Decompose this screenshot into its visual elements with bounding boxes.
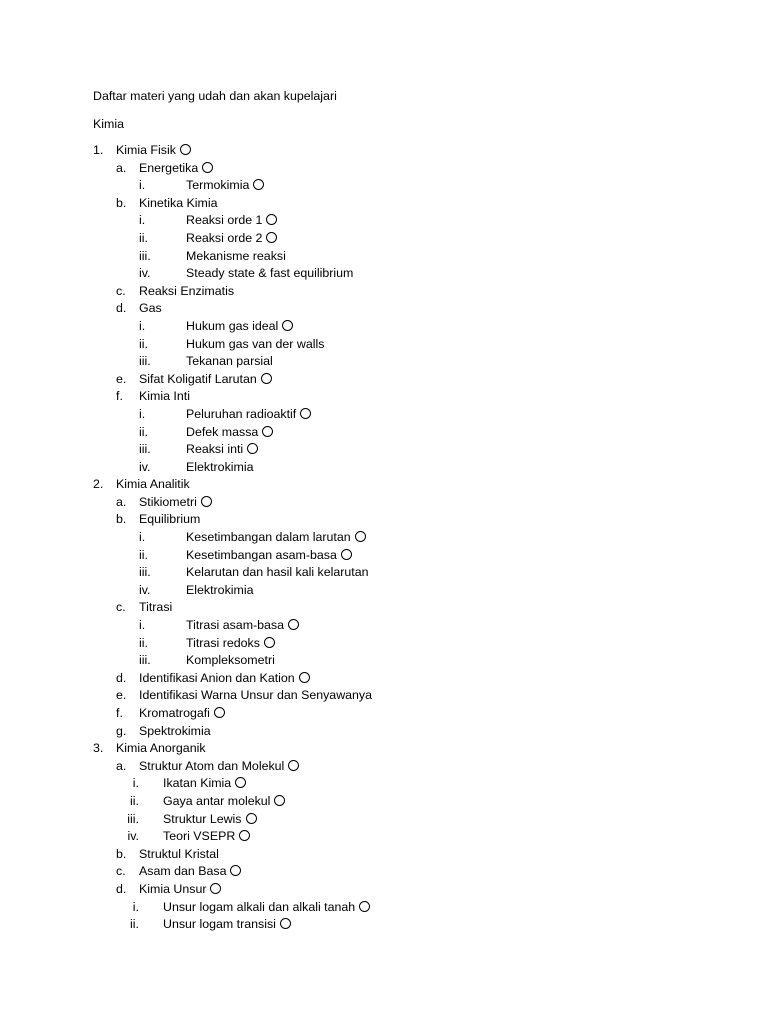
outline-item: [0, 476, 768, 494]
list-marker: 1.: [93, 143, 104, 157]
outline-item-label: Kimia Anorganik: [116, 741, 206, 756]
outline-item-wrap: [163, 828, 250, 846]
list-marker: f.: [116, 706, 123, 720]
outline-item-wrap: [116, 142, 191, 160]
outline-item-label: Kimia Inti: [139, 389, 190, 404]
circle-icon: [266, 232, 277, 243]
outline-item-wrap: [163, 775, 246, 793]
circle-icon: [274, 795, 285, 806]
list-marker: e.: [116, 371, 127, 386]
outline-item-wrap: [116, 476, 190, 494]
list-marker: a.: [116, 494, 127, 509]
outline-item: [0, 758, 768, 776]
outline-item-wrap: [139, 599, 172, 617]
outline-item-wrap: [186, 459, 253, 477]
outline-item: [0, 740, 768, 758]
list-marker: i.: [139, 178, 146, 193]
circle-icon: [230, 865, 241, 876]
outline-item-wrap: [139, 160, 213, 178]
list-marker: g.: [116, 723, 127, 738]
outline-item-wrap: [186, 177, 264, 195]
outline-item: [0, 441, 768, 459]
outline-item-wrap: [139, 758, 299, 776]
outline-item-wrap: [186, 353, 273, 371]
list-marker: iv.: [139, 582, 151, 597]
outline-item: [0, 635, 768, 653]
list-marker: 2.: [93, 477, 104, 492]
outline-item-label: Spektrokimia: [139, 723, 211, 738]
list-marker: iv.: [139, 459, 151, 474]
list-marker: b.: [116, 846, 127, 861]
subject-heading: Kimia: [93, 117, 124, 131]
outline-item: [0, 300, 768, 318]
circle-icon: [355, 531, 366, 542]
outline-item-label: Kimia Analitik: [116, 477, 190, 492]
outline-item-label: Energetika: [139, 160, 199, 175]
outline-item-wrap: [186, 318, 293, 336]
circle-icon: [235, 777, 246, 788]
outline-item: [0, 775, 768, 793]
outline-item-label: Struktul Kristal: [139, 846, 219, 861]
outline-item-wrap: [139, 195, 218, 213]
outline-item: [0, 793, 768, 811]
list-marker: iv.: [127, 829, 139, 844]
list-marker: i.: [139, 318, 146, 333]
list-marker: i.: [132, 899, 139, 914]
outline-item-wrap: [139, 670, 310, 688]
outline-item-wrap: [139, 723, 211, 741]
outline-item-wrap: [186, 652, 275, 670]
list-marker: i.: [132, 776, 139, 791]
list-marker: ii.: [130, 917, 139, 932]
outline-item-label: Titrasi asam-basa: [186, 618, 285, 633]
outline-item: [0, 670, 768, 688]
outline-item-label: Ikatan Kimia: [163, 776, 232, 791]
list-marker: iii.: [139, 565, 151, 580]
outline-item: [0, 617, 768, 635]
outline-item: [0, 811, 768, 829]
outline-item-label: Defek massa: [186, 424, 259, 439]
outline-item-label: Hukum gas van der walls: [186, 336, 325, 351]
outline-item-label: Stikiometri: [139, 494, 197, 509]
outline-item-wrap: [186, 635, 275, 653]
outline-item-wrap: [139, 283, 234, 301]
outline-item: [0, 863, 768, 881]
circle-icon: [214, 707, 225, 718]
list-marker: d.: [116, 670, 127, 685]
outline-item: [0, 353, 768, 371]
list-marker: i.: [139, 618, 146, 633]
outline-item: [0, 424, 768, 442]
outline-item: [0, 599, 768, 617]
outline-item-label: Hukum gas ideal: [186, 318, 279, 333]
circle-icon: [239, 830, 250, 841]
outline-item-label: Kompleksometri: [186, 653, 275, 668]
list-marker: ii.: [139, 336, 148, 351]
outline-item-wrap: [186, 336, 324, 354]
outline-item-wrap: [186, 582, 253, 600]
outline-item-wrap: [186, 248, 286, 266]
outline-item-wrap: [139, 687, 372, 705]
outline-item-label: Kesetimbangan asam-basa: [186, 547, 337, 562]
outline-item-wrap: [186, 230, 277, 248]
outline-item-label: Elektrokimia: [186, 459, 254, 474]
outline-item: [0, 652, 768, 670]
outline-item: [0, 459, 768, 477]
list-marker: d.: [116, 301, 127, 316]
list-marker: f.: [116, 389, 123, 404]
outline-item: [0, 547, 768, 565]
list-marker: iii.: [139, 248, 151, 263]
outline-item-label: Tekanan parsial: [186, 354, 273, 369]
circle-icon: [288, 760, 299, 771]
outline-item-label: Reaksi Enzimatis: [139, 283, 235, 298]
outline-item-wrap: [139, 371, 272, 389]
outline-item-label: Struktur Atom dan Molekul: [139, 758, 285, 773]
outline-item-label: Reaksi inti: [186, 442, 244, 457]
list-marker: iii.: [139, 442, 151, 457]
list-marker: i.: [139, 213, 146, 228]
outline-item-label: Kromatrogafi: [139, 706, 210, 720]
list-marker: iii.: [127, 811, 139, 826]
document-title: Daftar materi yang udah dan akan kupelajari: [93, 89, 337, 103]
circle-icon: [280, 918, 291, 929]
list-marker: ii.: [139, 547, 148, 562]
circle-icon: [341, 549, 352, 560]
outline-item-label: Equilibrium: [139, 512, 201, 527]
circle-icon: [264, 637, 275, 648]
outline-item-wrap: [163, 811, 257, 829]
outline-item-label: Gas: [139, 301, 162, 316]
outline-item: [0, 142, 768, 160]
circle-icon: [300, 408, 311, 419]
outline-item: [0, 899, 768, 917]
outline-item: [0, 511, 768, 529]
outline-item-wrap: [163, 793, 285, 811]
outline-item-wrap: [186, 564, 369, 582]
circle-icon: [359, 901, 370, 912]
circle-icon: [266, 214, 277, 225]
list-marker: e.: [116, 688, 127, 703]
outline-item: [0, 318, 768, 336]
outline-item: [0, 212, 768, 230]
circle-icon: [282, 320, 293, 331]
outline-item: [0, 371, 768, 389]
outline-item-wrap: [139, 846, 219, 864]
outline-item: [0, 529, 768, 547]
circle-icon: [210, 883, 221, 894]
outline-item-label: Teori VSEPR: [163, 829, 236, 844]
outline-item-label: Struktur Lewis: [163, 811, 242, 826]
outline-item-wrap: [186, 617, 299, 635]
outline-item-wrap: [139, 494, 212, 512]
outline-item-label: Unsur logam alkali dan alkali tanah: [163, 899, 356, 914]
outline-item: [0, 336, 768, 354]
outline-item-label: Reaksi orde 1: [186, 213, 263, 228]
outline-item-wrap: [139, 863, 241, 881]
list-marker: c.: [116, 864, 126, 879]
list-marker: d.: [116, 881, 127, 896]
list-marker: ii.: [130, 793, 139, 808]
outline-item-wrap: [116, 740, 206, 758]
list-marker: iii.: [139, 354, 151, 369]
outline-item-wrap: [186, 529, 366, 547]
outline-item: [0, 195, 768, 213]
outline-item-label: Identifikasi Warna Unsur dan Senyawanya: [139, 688, 373, 703]
outline-item-label: Titrasi: [139, 600, 173, 615]
outline-item-label: Kimia Fisik: [116, 143, 176, 157]
circle-icon: [202, 162, 213, 173]
outline-item-wrap: [186, 441, 258, 459]
outline-item-wrap: [186, 424, 273, 442]
outline-item-label: Identifikasi Anion dan Kation: [139, 670, 295, 685]
outline-item-label: Peluruhan radioaktif: [186, 406, 297, 421]
outline-item: [0, 916, 768, 934]
outline-item-wrap: [139, 300, 162, 318]
list-marker: i.: [139, 530, 146, 545]
outline-item: [0, 406, 768, 424]
list-marker: b.: [116, 195, 127, 210]
list-marker: b.: [116, 512, 127, 527]
outline-item-wrap: [163, 916, 291, 934]
list-marker: c.: [116, 283, 126, 298]
list-marker: ii.: [139, 230, 148, 245]
outline-item-label: Reaksi orde 2: [186, 230, 263, 245]
list-marker: i.: [139, 406, 146, 421]
outline-item-label: Elektrokimia: [186, 582, 254, 597]
topic-outline: [0, 142, 768, 934]
outline-item-label: Kelarutan dan hasil kali kelarutan: [186, 565, 369, 580]
circle-icon: [180, 144, 191, 155]
list-marker: a.: [116, 758, 127, 773]
outline-item: [0, 582, 768, 600]
circle-icon: [247, 443, 258, 454]
outline-item: [0, 687, 768, 705]
outline-item-wrap: [139, 881, 221, 899]
circle-icon: [261, 373, 272, 384]
outline-item: [0, 160, 768, 178]
list-marker: iv.: [139, 266, 151, 281]
circle-icon: [253, 179, 264, 190]
outline-item-label: Sifat Koligatif Larutan: [139, 371, 257, 386]
outline-item-wrap: [163, 899, 370, 917]
list-marker: 3.: [93, 741, 104, 756]
outline-item: [0, 248, 768, 266]
outline-item-label: Termokimia: [186, 178, 250, 193]
outline-item-wrap: [186, 547, 352, 565]
outline-item-wrap: [186, 406, 311, 424]
outline-item-label: Gaya antar molekul: [163, 793, 271, 808]
outline-item-wrap: [186, 212, 277, 230]
outline-item-label: Kinetika Kimia: [139, 195, 218, 210]
outline-item: [0, 230, 768, 248]
circle-icon: [201, 496, 212, 507]
list-marker: ii.: [139, 424, 148, 439]
outline-item: [0, 283, 768, 301]
outline-item-wrap: [139, 705, 225, 723]
outline-item: [0, 388, 768, 406]
outline-item: [0, 177, 768, 195]
list-marker: c.: [116, 600, 126, 615]
outline-item: [0, 828, 768, 846]
circle-icon: [288, 619, 299, 630]
outline-item-wrap: [186, 265, 353, 283]
list-marker: a.: [116, 160, 127, 175]
circle-icon: [299, 672, 310, 683]
outline-item: [0, 705, 768, 723]
outline-item-label: Kesetimbangan dalam larutan: [186, 530, 351, 545]
outline-item-label: Mekanisme reaksi: [186, 248, 286, 263]
outline-item-wrap: [139, 388, 190, 406]
list-marker: iii.: [139, 653, 151, 668]
outline-item: [0, 881, 768, 899]
outline-item-label: Asam dan Basa: [139, 864, 227, 879]
outline-item-label: Kimia Unsur: [139, 881, 207, 896]
outline-item-wrap: [139, 511, 200, 529]
circle-icon: [246, 813, 257, 824]
outline-item: [0, 564, 768, 582]
outline-item-label: Steady state & fast equilibrium: [186, 266, 354, 281]
outline-item: [0, 723, 768, 741]
outline-item-label: Titrasi redoks: [186, 635, 260, 650]
list-marker: ii.: [139, 635, 148, 650]
outline-item: [0, 265, 768, 283]
outline-item: [0, 846, 768, 864]
outline-item-label: Unsur logam transisi: [163, 917, 276, 932]
outline-item: [0, 494, 768, 512]
circle-icon: [262, 426, 273, 437]
